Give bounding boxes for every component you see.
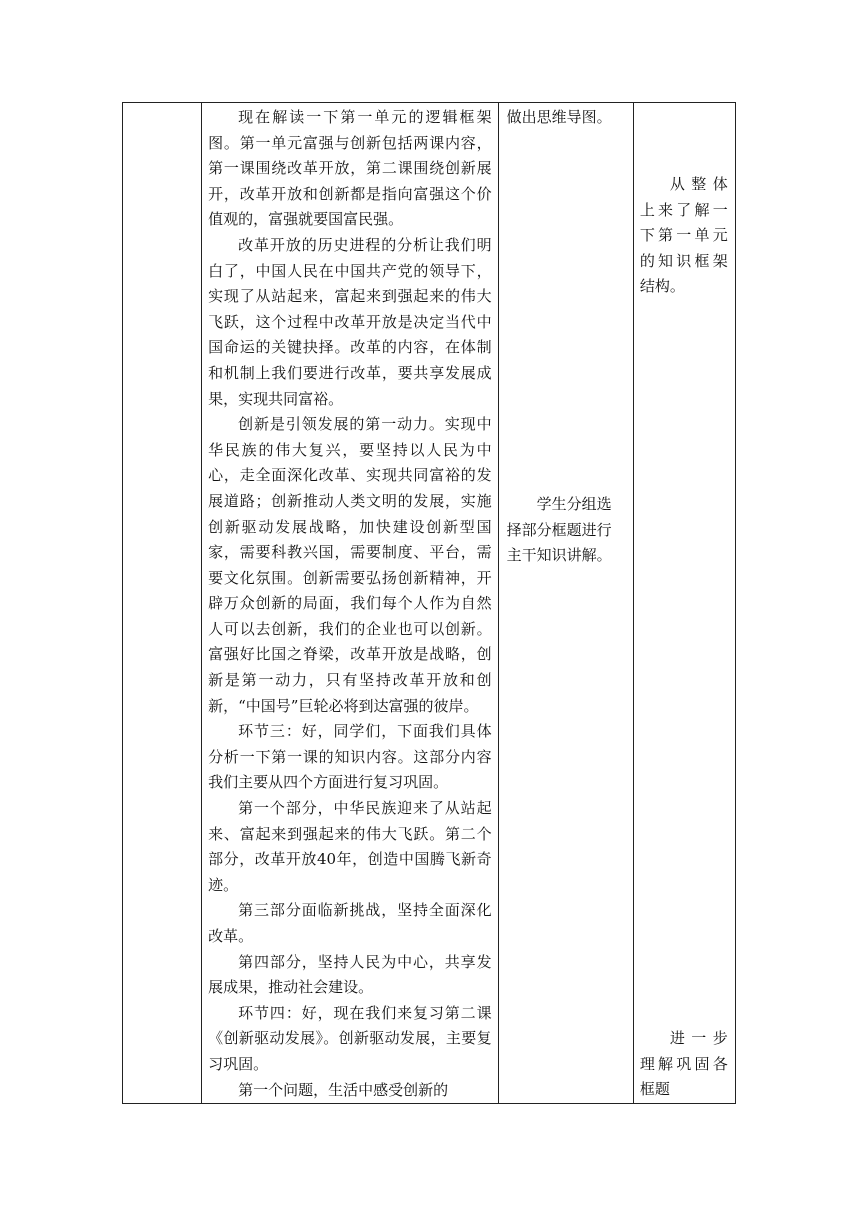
paragraph: 创新是引领发展的第一动力。实现中华民族的伟大复兴，要坚持以人民为中心，走全面深化改革、实现共同富裕的发展道路；创新推动人类文明的发展，实施创新驱动发展战略，加快建设创新型国家，需要科教兴国，需要制度、平台，需要文化氛围。创新需要弘扬创新精神，开辟万众创新的局面，我们每个人作为自然人可以去创新，我们的企业也可以创新。富强好比国之脊梁，改革开放是战略，创新是第一动力，只有坚持改革开放和创新，“中国号”巨轮必将到达富强的彼岸。	[208, 415, 492, 715]
empty-column-cell	[123, 103, 202, 1104]
paragraph: 改革开放的历史进程的分析让我们明白了，中国人民在中国共产党的领导下，实现了从站起来，富起来到强起来的伟大飞跃，这个过程中改革开放是决定当代中国命运的关键抉择。改革的内容，在体制和机制上我们要进行改革，要共享发展成果，实现共同富裕。	[208, 235, 492, 408]
paragraph: 第四部分，坚持人民为中心，共享发展成果，推动社会建设。	[208, 952, 492, 997]
table-row	[123, 103, 736, 1104]
paragraph: 第一个部分，中华民族迎来了从站起来、富起来到强起来的伟大飞跃。第二个部分，改革开放40年，创造中国腾飞新奇迹。	[208, 799, 492, 894]
teacher-activity-cell	[202, 103, 498, 1104]
lesson-plan-table	[122, 102, 736, 1104]
student-activity-cell	[498, 103, 633, 1104]
intent-note-framework: 从整体上来了解一下第一单元的知识框架结构。	[639, 175, 728, 296]
student-note-group: 学生分组选择部分框题进行主干知识讲解。	[506, 495, 612, 565]
paragraph: 第一个问题，生活中感受创新的	[238, 1080, 449, 1099]
paragraph: 现在解读一下第一单元的逻辑框架图。第一单元富强与创新包括两课内容，第一课围绕改革开放，第二课围绕创新展开，改革开放和创新都是指向富强这个价值观的，富强就要国富民强。	[208, 108, 492, 229]
design-intent-cell	[633, 103, 735, 1104]
paragraph: 第三部分面临新挑战，坚持全面深化改革。	[208, 901, 492, 945]
paragraph: 环节四：好，现在我们来复习第二课《创新驱动发展》。创新驱动发展，主要复习巩固。	[208, 1003, 492, 1073]
paragraph: 环节三：好，同学们，下面我们具体分析一下第一课的知识内容。这部分内容我们主要从四个方面进行复习巩固。	[208, 722, 492, 792]
student-note-mindmap: 做出思维导图。	[506, 108, 612, 126]
intent-note-consolidate: 进一步理解巩固各框题	[639, 1029, 728, 1099]
